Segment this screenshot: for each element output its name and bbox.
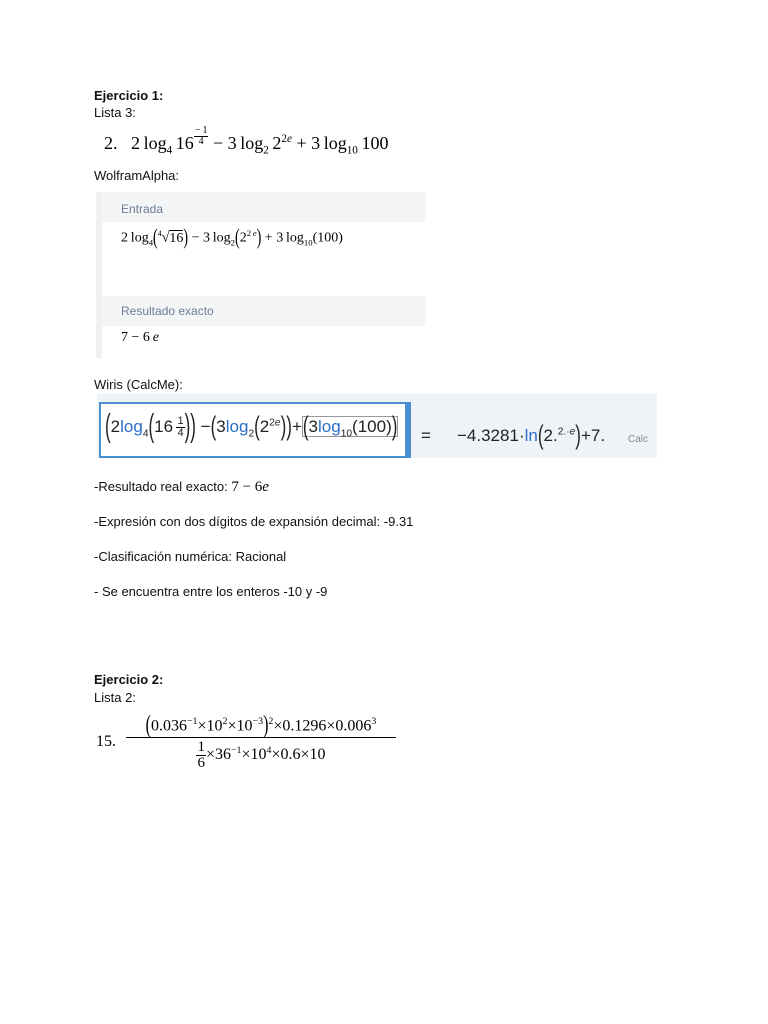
- clasificacion-line: -Clasificación numérica: Racional: [94, 549, 287, 564]
- enteros-line: - Se encuentra entre los enteros -10 y -9: [94, 584, 328, 599]
- calc-button[interactable]: Calc: [628, 434, 649, 445]
- entrada-label: Entrada: [121, 202, 164, 216]
- ejercicio-1-expression: 2. 2 $\log_4 16$ $^{\frac{- 1}{4}}$ − 3 $\log_2 2^{2e} + 3$ $\log_{10} 100$: [104, 125, 389, 157]
- lista-3-label: Lista 3:: [94, 105, 136, 120]
- entrada-expression: 2 $\log_4(^4√16) - 3$ $\log_2(2^{2 e}) + 3$ $\log_{10}(100)$: [121, 225, 343, 250]
- problem-number: 2.: [104, 133, 118, 154]
- resultado-real-exacto-line: -Resultado real exacto: 7 − 6e: [94, 479, 269, 495]
- wiris-resize-handle[interactable]: [405, 402, 411, 458]
- expansion-decimal-line: -Expresión con dos dígitos de expansión decimal: -9.31: [94, 514, 414, 529]
- wolfram-label: WolframAlpha:: [94, 168, 180, 183]
- resultado-exacto-label: Resultado exacto: [121, 304, 214, 318]
- resultado-exacto-value: 7 − 6 e: [121, 330, 159, 345]
- ejercicio-1-heading: Ejercicio 1:: [94, 88, 164, 103]
- wiris-result: −4.3281·ln(2.$^{2.\cdot e}$)+7.: [457, 420, 606, 451]
- lista-2-label: Lista 2:: [94, 690, 136, 705]
- wiris-equals: =: [421, 426, 431, 445]
- wiris-input-field[interactable]: ($2\log_4(16$ $\frac{1}{4}$ )) $-(3\log_2(2^{2e}))+(3\log_{10}(100))$: [99, 402, 410, 458]
- wiris-label: Wiris (CalcMe):: [94, 377, 183, 392]
- wiris-calc-panel: [97, 394, 657, 458]
- wolfram-result-panel: [96, 192, 426, 358]
- ejercicio-2-heading: Ejercicio 2:: [94, 672, 164, 687]
